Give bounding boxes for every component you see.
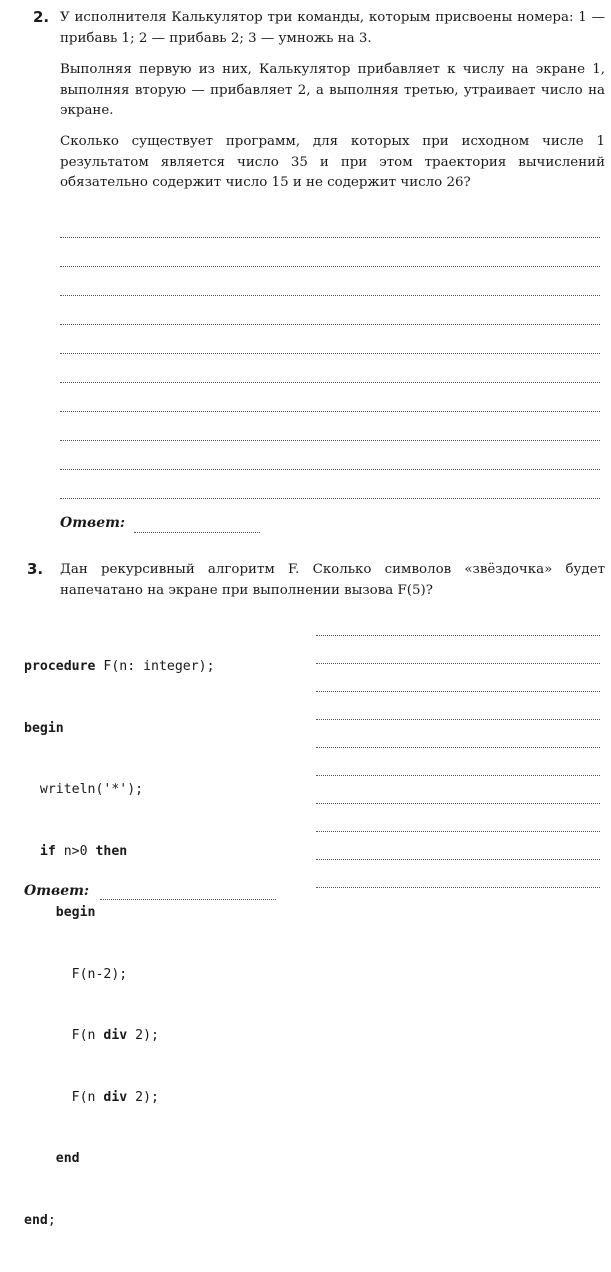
answer-line [60,498,600,499]
code-line: begin [24,720,64,736]
task-2-answer-label: Ответ: [60,515,126,531]
answer-line [316,803,600,804]
answer-line [60,324,600,325]
task-2-number: 2. [33,8,50,26]
answer-line [60,237,600,238]
task-3-answer-field[interactable] [100,899,276,900]
task-3-number: 3. [27,560,44,578]
answer-line [316,635,600,636]
task-3-question: Дан рекурсивный алгоритм F. Сколько символов «звёздочка» будет напечатано на экране при выполнении вызова F(5)? [60,562,605,598]
answer-line [316,775,600,776]
answer-line [316,859,600,860]
code-line: writeln('*'); [39,782,144,797]
code-line: if n>0 then [39,843,128,859]
task-3-answer-label: Ответ: [24,883,90,899]
answer-line [316,887,600,888]
answer-line [316,663,600,664]
task-2-intro: У исполнителя Калькулятор три команды, которым присвоены номера: 1 — прибавь 1; 2 — прибавь 2; 3 — умножь на 3. [60,10,605,46]
answer-line [60,411,600,412]
answer-line [316,691,600,692]
code-line: begin [55,905,96,920]
answer-line [316,831,600,832]
code-line: end [55,1151,80,1166]
answer-line [60,353,600,354]
answer-line [316,747,600,748]
code-line: end; [24,1212,56,1228]
pascal-code-listing [24,616,314,1272]
task-2-answer-field[interactable] [134,532,260,533]
task-2-question: Сколько существует программ, для которых при исходном числе 1 результатом является число 35 и при этом траектория вычислений обязательно содержит число 15 и не содержит число 26? [60,134,605,190]
answer-line [60,382,600,383]
code-line: F(n div 2); [71,1089,159,1105]
task-2-description: Выполняя первую из них, Калькулятор прибавляет к числу на экране 1, выполняя вторую — прибавляет 2, а выполняя третью, утраивает число на экране. [60,62,605,118]
answer-line [60,440,600,441]
answer-line [60,295,600,296]
answer-line [316,719,600,720]
code-line: F(n-2); [71,966,128,982]
answer-line [60,266,600,267]
answer-line [60,469,600,470]
code-line: F(n div 2); [71,1028,159,1043]
code-line: procedure F(n: integer); [24,659,215,674]
